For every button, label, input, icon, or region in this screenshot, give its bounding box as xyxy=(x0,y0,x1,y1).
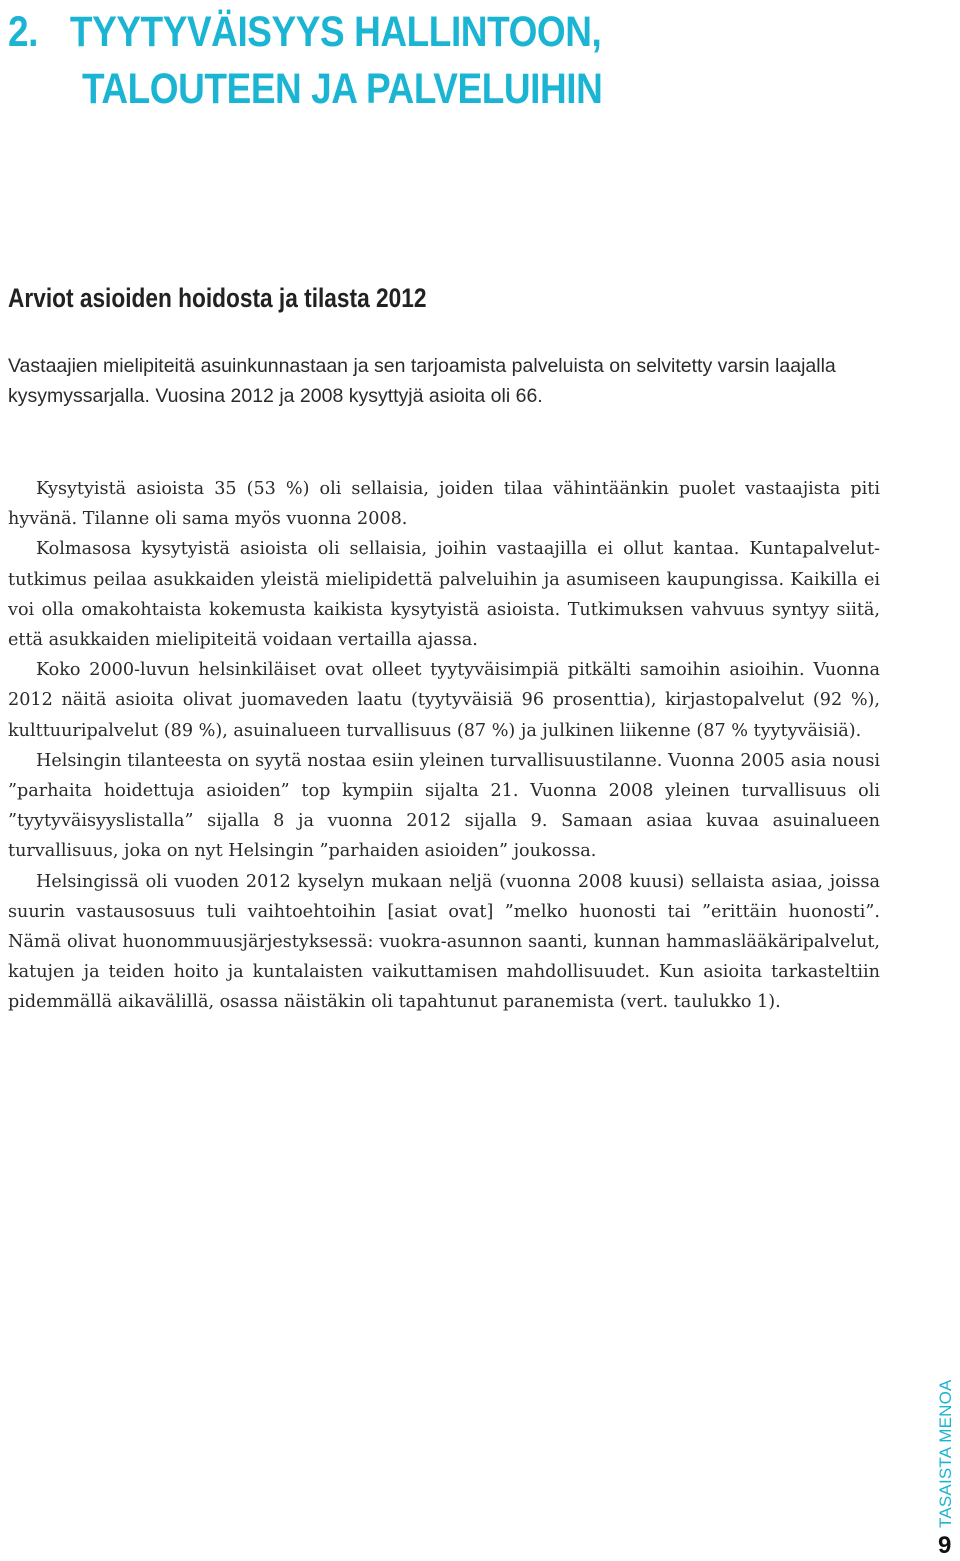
body-paragraph: Kysytyistä asioista 35 (53 %) oli sellaisia, joiden tilaa vähintäänkin puolet vastaajista piti hyvänä. Tilanne oli sama myös vuonna 2008. xyxy=(8,479,880,530)
page-number: 9 xyxy=(938,1532,952,1559)
side-publication-label xyxy=(936,1379,960,1528)
chapter-heading-line1 xyxy=(8,4,816,61)
lead-paragraph: Vastaajien mielipiteitä asuinkunnastaan ja sen tarjoamista palveluista on selvitetty varsin laajalla kysymyssarjalla. Vuosina 2012 ja 2008 kysyttyjä asioita oli 66. xyxy=(8,355,836,407)
body-paragraph: Koko 2000-luvun helsinkiläiset ovat olleet tyytyväisimpiä pitkälti samoihin asioihin. Vuonna 2012 näitä asioita olivat juomaveden laatu (tyytyväisiä 96 prosenttia), kirjastopalvelut (92 %), kulttuuripalvelut (89 %), asuinalueen turvallisuus (87 %) ja julkinen liikenne (87 % tyytyväisiä). xyxy=(8,660,880,741)
body-paragraph: Kolmasosa kysytyistä asioista oli sellaisia, joihin vastaajilla ei ollut kantaa. Kuntapalvelut-tutkimus peilaa asukkaiden yleistä mielipidettä palveluihin ja asumiseen kaupungissa. Kaikilla ei voi olla omakohtaista kokemusta kaikista kysytyistä asioista. Tutkimuksen vahvuus syntyy siitä, että asukkaiden mielipiteitä voidaan vertailla ajassa. xyxy=(8,539,880,651)
body-paragraph: Helsingin tilanteesta on syytä nostaa esiin yleinen turvallisuustilanne. Vuonna 2005 asia nousi ”parhaita hoidettuja asioiden” top kympiin sijalta 21. Vuonna 2008 yleinen turvallisuus oli ”tyytyväisyyslistalla” sijalla 8 ja vuonna 2012 sijalla 9. Samaan asiaa kuvaa asuinalueen turvallisuus, joka on nyt Helsingin ”parhaiden asioiden” joukossa. xyxy=(8,750,880,862)
chapter-heading xyxy=(8,4,816,118)
chapter-number: 2. xyxy=(8,8,38,56)
chapter-title-line2: TALOUTEEN JA PALVELUIHIN xyxy=(81,65,603,113)
body-text xyxy=(8,474,880,1018)
chapter-title-line1: TYYTYVÄISYYS HALLINTOON, xyxy=(69,8,602,56)
side-label-text: TASAISTA MENOA xyxy=(936,1379,955,1528)
section-title: Arviot asioiden hoidosta ja tilasta 2012 xyxy=(8,283,427,313)
body-paragraph: Helsingissä oli vuoden 2012 kyselyn mukaan neljä (vuonna 2008 kuusi) sellaista asiaa, joissa suurin vastausosuus tuli vaihtoehtoihin [asiat ovat] ”melko huonosti tai ”erittäin huonosti”. Nämä olivat huonommuusjärjestyksessä: vuokra-asunnon saanti, kunnan hammaslääkäripalvelut, katujen ja teiden hoito ja kuntalaisten vaikuttamisen mahdollisuudet. Kun asioita tarkasteltiin pidemmällä aikavälillä, osassa näistäkin oli tapahtunut paranemista (vert. taulukko 1). xyxy=(8,871,880,1013)
